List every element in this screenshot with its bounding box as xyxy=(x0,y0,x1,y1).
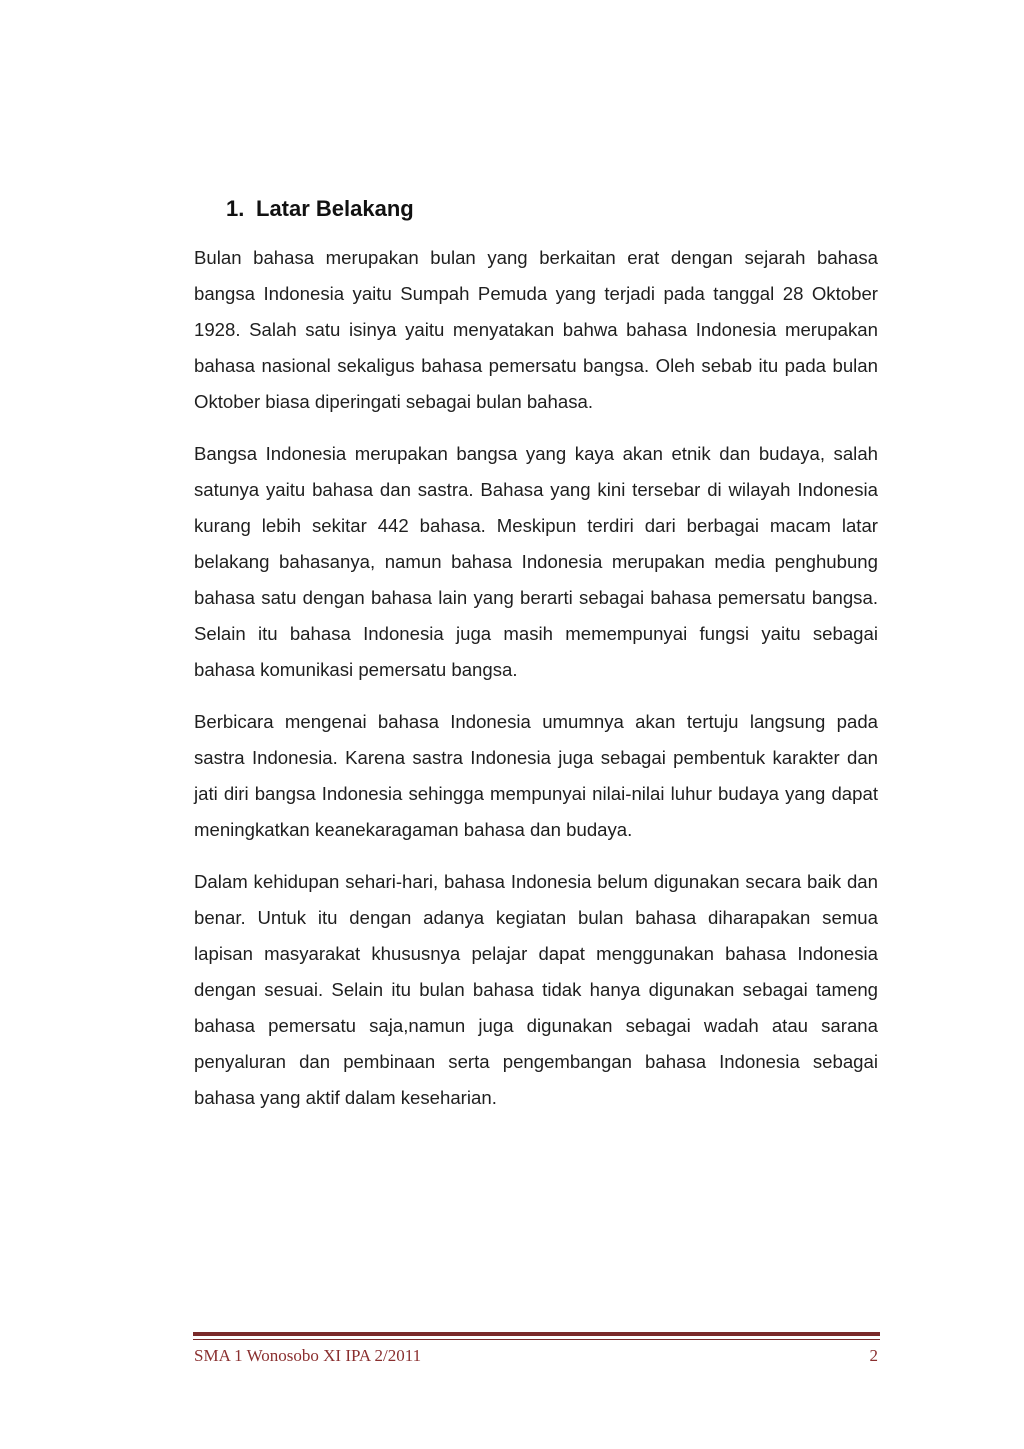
section-title: Latar Belakang xyxy=(256,196,414,221)
paragraph-2: Bangsa Indonesia merupakan bangsa yang kaya akan etnik dan budaya, salah satunya yaitu bahasa dan sastra. Bahasa yang kini tersebar di wilayah Indonesia kurang lebih sekitar 442 bahasa. Meskipun terdiri dari berbagai macam latar belakang bahasanya, namun bahasa Indonesia merupakan media penghubung bahasa satu dengan bahasa lain yang berarti sebagai bahasa pemersatu bangsa. Selain itu bahasa Indonesia juga masih memempunyai fungsi yaitu sebagai bahasa komunikasi pemersatu bangsa. xyxy=(194,443,878,680)
page-number: 2 xyxy=(869,1346,878,1365)
paragraph-1: Bulan bahasa merupakan bulan yang berkaitan erat dengan sejarah bahasa bangsa Indonesia yaitu Sumpah Pemuda yang terjadi pada tanggal 28 Oktober 1928. Salah satu isinya yaitu menyatakan bahwa bahasa Indonesia merupakan bahasa nasional sekaligus bahasa pemersatu bangsa. Oleh sebab itu pada bulan Oktober biasa diperingati sebagai bulan bahasa. xyxy=(194,247,878,412)
paragraph-3: Berbicara mengenai bahasa Indonesia umumnya akan tertuju langsung pada sastra Indonesia. Karena sastra Indonesia juga sebagai pembentuk karakter dan jati diri bangsa Indonesia sehingga mempunyai nilai-nilai luhur budaya yang dapat meningkatkan keanekaragaman bahasa dan budaya. xyxy=(194,711,878,840)
footer-school-label: SMA 1 Wonosobo XI IPA 2/2011 xyxy=(194,1346,422,1365)
paragraph-4: Dalam kehidupan sehari-hari, bahasa Indonesia belum digunakan secara baik dan benar. Untuk itu dengan adanya kegiatan bulan bahasa diharapakan semua lapisan masyarakat khususnya pelajar dapat menggunakan bahasa Indonesia dengan sesuai. Selain itu bulan bahasa tidak hanya digunakan sebagai tameng bahasa pemersatu saja,namun juga digunakan sebagai wadah atau sarana penyaluran dan pembinaan serta pengembangan bahasa Indonesia sebagai bahasa yang aktif dalam keseharian. xyxy=(194,871,878,1108)
section-number: 1. xyxy=(226,196,245,221)
footer-rule-thin xyxy=(193,1339,880,1340)
page-footer xyxy=(194,1344,878,1368)
section-heading xyxy=(226,194,878,224)
footer-rule-thick xyxy=(193,1332,880,1336)
page-content xyxy=(194,194,878,1132)
